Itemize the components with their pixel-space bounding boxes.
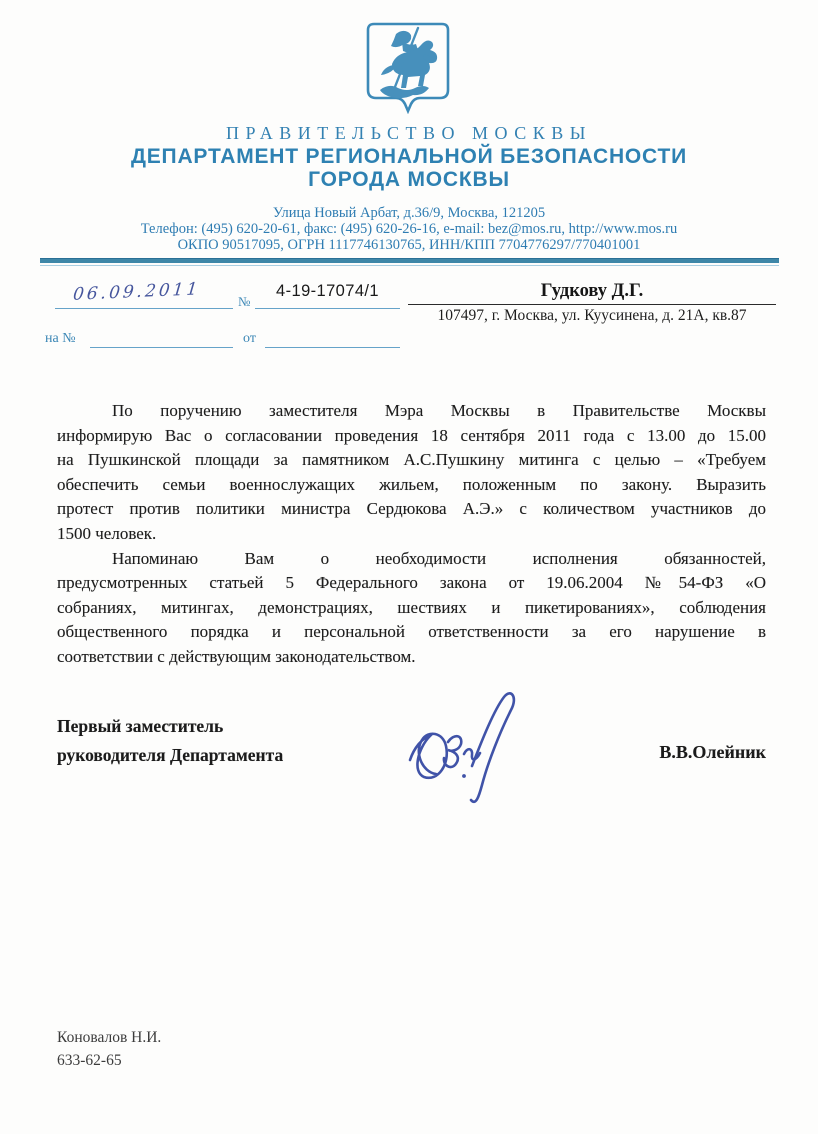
reply-from-date-label: от — [243, 331, 256, 346]
signer-name: В.В.Олейник — [659, 742, 766, 762]
body-text-line: на Пушкинской площади за памятником А.С.Пушкину митинга с целью – «Требуем — [57, 450, 766, 470]
government-title: ПРАВИТЕЛЬСТВО МОСКВЫ — [225, 123, 592, 143]
signer-position-line1: Первый заместитель — [57, 716, 224, 736]
body-text-line: предусмотренных статьей 5 Федерального закона от 19.06.2004 №54-ФЗ «О — [57, 573, 766, 593]
recipient-name: Гудкову Д.Г. — [408, 281, 776, 305]
letterhead-registration-codes: ОКПО 90517095, ОГРН 1117746130765, ИНН/КПП 7704776297/770401001 — [177, 237, 641, 253]
body-text-line: Напоминаю Вам о необходимости исполнения обязанностей, — [112, 548, 766, 568]
body-text-line: По поручению заместителя Мэра Москвы в Правительстве Москвы — [112, 401, 766, 420]
body-paragraph-1 — [57, 399, 766, 547]
number-sign-label: № — [238, 294, 251, 309]
outgoing-number: 4-19-17074/1 — [276, 282, 379, 300]
handwritten-signature-icon — [400, 680, 525, 810]
signer-position — [57, 712, 283, 769]
department-title-line2: ГОРОДА МОСКВЫ — [308, 168, 510, 191]
body-text-line: собраниях, митингах, демонстрациях, шествиях и пикетированиях», соблюдения — [57, 597, 766, 617]
body-text-line: протест против политики министра Сердюкова А.Э.» с количеством участников до — [57, 499, 766, 519]
reply-to-number-label: на № — [45, 331, 76, 346]
letter-body — [57, 399, 766, 670]
reply-from-date-line — [265, 330, 400, 348]
executor-block — [57, 1026, 161, 1072]
handwritten-date: 06.09.2011 — [72, 279, 202, 305]
body-text-line: общественного порядка и персональной ответственности за его нарушение в — [57, 622, 766, 642]
executor-name: Коновалов Н.И. — [57, 1029, 162, 1046]
letterhead-contacts: Телефон: (495) 620-20-61, факс: (495) 620-26-16, e-mail: bez@mos.ru, http://www.mos.ru — [140, 221, 678, 237]
letterhead-divider — [40, 258, 779, 266]
divider-thin-rule — [40, 265, 779, 267]
outgoing-number-line — [255, 282, 400, 309]
date-field-line — [55, 279, 233, 309]
letterhead-address: Улица Новый Арбат, д.36/9, Москва, 121205 — [272, 205, 546, 221]
body-text-line: соответствии с действующим законодательством. — [57, 646, 416, 666]
department-title-line1: ДЕПАРТАМЕНТ РЕГИОНАЛЬНОЙ БЕЗОПАСНОСТИ — [130, 145, 688, 168]
recipient-address: 107497, г. Москва, ул. Куусинена, д. 21А, кв.87 — [437, 307, 747, 324]
body-paragraph-2 — [57, 547, 766, 670]
executor-phone: 633-62-65 — [57, 1052, 122, 1069]
reply-to-number-line — [90, 330, 233, 348]
body-text-line: информирую Вас о согласовании проведения 18 сентября 2011 года с 13.00 до 15.00 — [57, 425, 766, 445]
signer-position-line2: руководителя Департамента — [57, 744, 284, 765]
divider-thick-rule — [40, 258, 779, 263]
body-text-line: 1500 человек. — [57, 523, 157, 543]
body-text-line: обеспечить семьи военнослужащих жильем, положенным по закону. Выразить — [57, 474, 766, 494]
recipient-block — [408, 281, 776, 325]
moscow-coat-of-arms-icon — [366, 22, 450, 114]
